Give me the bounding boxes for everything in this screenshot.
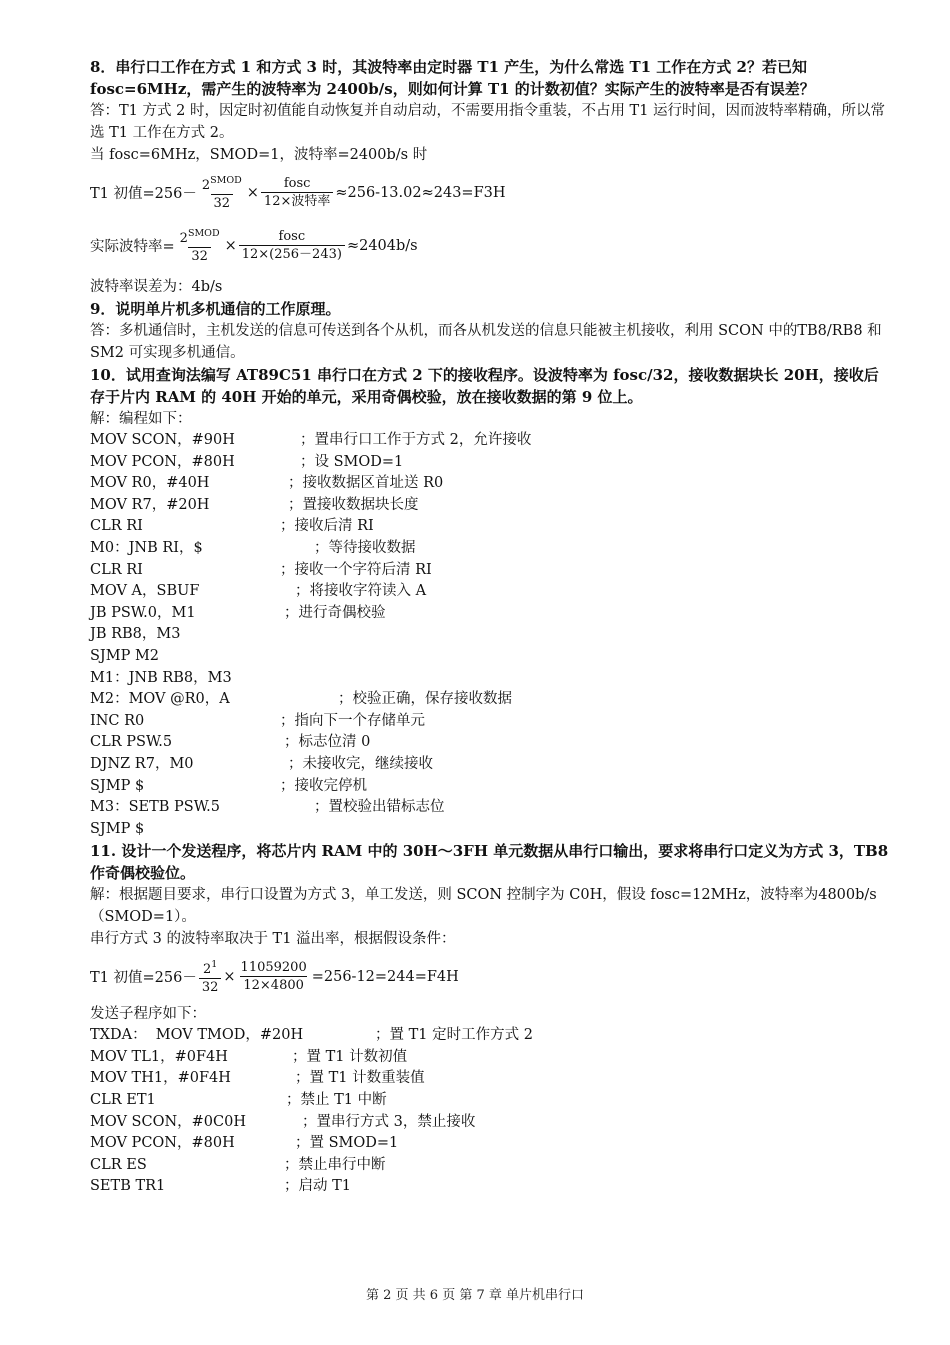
document-page xyxy=(90,56,890,1198)
code-comment: ；禁止串行中断 xyxy=(284,1156,386,1173)
equation-result: ≈256-13.02≈243=F3H xyxy=(335,184,506,201)
code-instruction: MOV A，SBUF xyxy=(90,583,200,600)
question-11-answer: 解：根据题目要求，串行口设置为方式 3，单工发送，则 SCON 控制字为 C0H，假设 fosc=12MHz，波特率为4800b/s（SMOD=1）。 xyxy=(90,887,877,926)
times-sign: × xyxy=(224,237,237,254)
code-line xyxy=(90,430,890,452)
code-line xyxy=(90,689,890,711)
code-instruction: MOV R0，#40H xyxy=(90,475,210,492)
question-8-title: 8．串行口工作在方式 1 和方式 3 时，其波特率由定时器 T1 产生，为什么常选 T1 工作在方式 2？若已知fosc=6MHz，需产生的波特率为 2400b/s，则如何计算 T1 的计数初值？实际产生的波特率是否有误差？ xyxy=(90,58,815,98)
page-footer: 第 2 页 共 6 页 第 7 章 单片机串行口 xyxy=(365,1288,584,1303)
code-line xyxy=(90,624,890,646)
equation-result: ≈2404b/s xyxy=(346,237,418,254)
code-comment: ；进行奇偶校验 xyxy=(284,604,386,621)
denominator: 12×(256－243) xyxy=(239,245,345,264)
code-line xyxy=(90,732,890,754)
code-comment: ；接收完停机 xyxy=(280,777,367,794)
numerator: 11059200 xyxy=(240,959,307,975)
code-instruction: M0：JNB RI，$ xyxy=(90,539,203,556)
code-line xyxy=(90,538,890,560)
code-instruction: M1：JNB RB8，M3 xyxy=(90,669,232,686)
denominator: 32 xyxy=(199,978,222,997)
code-line xyxy=(90,1068,890,1090)
code-line xyxy=(90,797,890,819)
code-line xyxy=(90,646,890,668)
code-comment: ；置 T1 计数重装值 xyxy=(295,1070,425,1087)
code-comment: ；等待接收数据 xyxy=(314,539,416,556)
question-9-title: 9．说明单片机多机通信的工作原理。 xyxy=(90,300,341,318)
code-line xyxy=(90,581,890,603)
code-line xyxy=(90,711,890,733)
code-instruction: MOV PCON，#80H xyxy=(90,1135,235,1152)
code-line xyxy=(90,1090,890,1112)
code-line xyxy=(90,1133,890,1155)
code-line xyxy=(90,1047,890,1069)
code-comment: ；置 SMOD=1 xyxy=(295,1135,399,1152)
code-comment: ；置校验出错标志位 xyxy=(314,799,445,816)
equation-t1-initial-value-mode3 xyxy=(90,956,890,997)
code-instruction: MOV PCON，#80H xyxy=(90,453,235,470)
code-line xyxy=(90,1112,890,1134)
code-comment: ；接收一个字符后清 RI xyxy=(280,561,432,578)
code-line xyxy=(90,776,890,798)
equation-prefix: T1 初值=256－ xyxy=(90,186,197,202)
base: 2 xyxy=(179,231,188,246)
question-8-answer: 答：T1 方式 2 时，因定时初值能自动恢复并自动启动，不需要用指令重装，不占用 T1 运行时间，因而波特率精确，所以常选 T1 工作在方式 2。 xyxy=(90,103,886,141)
equation-prefix: 实际波特率= xyxy=(90,239,175,255)
code-instruction: CLR ES xyxy=(90,1156,147,1173)
code-instruction: MOV SCON，#90H xyxy=(90,432,235,448)
code-instruction: CLR RI xyxy=(90,518,143,535)
code-instruction: JB RB8，M3 xyxy=(90,626,181,643)
code-instruction: CLR PSW.5 xyxy=(90,734,173,751)
code-line xyxy=(90,603,890,625)
fraction-smod xyxy=(199,956,222,997)
code-instruction: INC R0 xyxy=(90,712,145,729)
exponent: 1 xyxy=(211,959,218,971)
code-instruction: SJMP $ xyxy=(90,777,145,794)
denominator: 12×4800 xyxy=(240,976,307,995)
base: 2 xyxy=(201,178,211,193)
fraction-fosc xyxy=(261,175,333,211)
code-instruction: JB PSW.0，M1 xyxy=(90,604,196,621)
question-8-condition: 当 fosc=6MHz，SMOD=1，波特率=2400b/s 时 xyxy=(90,147,428,163)
code-instruction: TXDA： MOV TMOD，#20H xyxy=(90,1027,304,1044)
code-instruction: MOV TH1，#0F4H xyxy=(90,1070,231,1087)
fraction-smod xyxy=(199,172,245,213)
code-instruction: CLR RI xyxy=(90,561,143,578)
question-11-condition: 串行方式 3 的波特率取决于 T1 溢出率，根据假设条件： xyxy=(90,931,456,948)
question-9-answer: 答：多机通信时，主机发送的信息可传送到各个从机，而各从机发送的信息只能被主机接收，利用 SCON 中的TB8/RB8 和 SM2 可实现多机通信。 xyxy=(90,323,882,361)
times-sign: × xyxy=(246,184,259,201)
code-comment: ；将接收字符读入 A xyxy=(295,583,427,600)
code-instruction: DJNZ R7，M0 xyxy=(90,755,194,772)
code-line xyxy=(90,452,890,474)
code-comment: ；未接收完，继续接收 xyxy=(288,755,433,772)
code-line xyxy=(90,516,890,538)
code-instruction: MOV SCON，#0C0H xyxy=(90,1113,247,1130)
denominator: 32 xyxy=(211,194,234,213)
exponent: SMOD xyxy=(187,228,220,239)
equation-actual-baud-rate xyxy=(90,225,890,266)
code-line xyxy=(90,473,890,495)
question-10-intro: 解：编程如下： xyxy=(90,411,192,427)
code-comment: ；置串行口工作于方式 2，允许接收 xyxy=(300,432,532,448)
equation-t1-initial-value xyxy=(90,172,890,213)
fraction-fosc xyxy=(239,228,345,264)
code-comment: ；校验正确，保存接收数据 xyxy=(338,691,512,708)
question-8-error: 波特率误差为：4b/s xyxy=(90,279,223,295)
code-line xyxy=(90,1025,890,1047)
question-10-title: 10．试用查询法编写 AT89C51 串行口在方式 2 下的接收程序。设波特率为 fosc/32，接收数据块长 20H，接收后存于片内 RAM 的 40H 开始的单元，采用奇偶校验，放在接收数据的第 9 位上。 xyxy=(90,366,879,406)
code-line xyxy=(90,819,890,841)
code-instruction: MOV TL1，#0F4H xyxy=(90,1048,228,1065)
numerator: fosc xyxy=(283,175,311,191)
question-11-title: 11. 设计一个发送程序，将芯片内 RAM 中的 30H～3FH 单元数据从串行口输出，要求将串行口定义为方式 3，TB8 作奇偶校验位。 xyxy=(90,842,889,883)
code-line xyxy=(90,560,890,582)
numerator: fosc xyxy=(278,228,306,244)
code-comment: ；标志位清 0 xyxy=(284,734,371,751)
code-comment: ；置串行方式 3，禁止接收 xyxy=(302,1113,476,1130)
code-instruction: M2：MOV @R0，A xyxy=(90,691,230,708)
denominator: 12×波特率 xyxy=(261,192,333,211)
code-line xyxy=(90,1155,890,1177)
code-comment: ；置接收数据块长度 xyxy=(288,496,419,513)
code-comment: ；接收数据区首址送 R0 xyxy=(288,475,444,492)
code-comment: ；接收后清 RI xyxy=(280,518,374,535)
code-comment: ；置 T1 计数初值 xyxy=(292,1048,408,1065)
denominator: 32 xyxy=(188,247,211,266)
code-instruction: SJMP M2 xyxy=(90,647,160,664)
code-instruction: M3：SETB PSW.5 xyxy=(90,799,220,816)
code-line xyxy=(90,495,890,517)
code-line xyxy=(90,754,890,776)
equation-result: =256-12=244=F4H xyxy=(311,968,459,985)
times-sign: × xyxy=(223,968,236,985)
code-instruction: SJMP $ xyxy=(90,820,145,837)
code-instruction: SETB TR1 xyxy=(90,1178,166,1195)
code-line xyxy=(90,668,890,690)
equation-prefix: T1 初值=256－ xyxy=(90,970,197,987)
code-comment: ；指向下一个存储单元 xyxy=(280,712,425,729)
code-comment: ；禁止 T1 中断 xyxy=(286,1092,387,1109)
exponent: SMOD xyxy=(210,175,242,186)
code-comment: ；置 T1 定时工作方式 2 xyxy=(375,1027,533,1044)
code-line xyxy=(90,1176,890,1198)
fraction-fosc xyxy=(238,959,310,995)
base: 2 xyxy=(202,962,212,978)
question-11-intro: 发送子程序如下： xyxy=(90,1006,206,1023)
receive-program-listing xyxy=(90,430,890,840)
code-instruction: CLR ET1 xyxy=(90,1092,156,1109)
code-instruction: MOV R7，#20H xyxy=(90,496,210,513)
code-comment: ；设 SMOD=1 xyxy=(300,453,404,470)
send-program-listing xyxy=(90,1025,890,1198)
code-comment: ；启动 T1 xyxy=(284,1178,352,1195)
fraction-smod xyxy=(177,225,223,266)
